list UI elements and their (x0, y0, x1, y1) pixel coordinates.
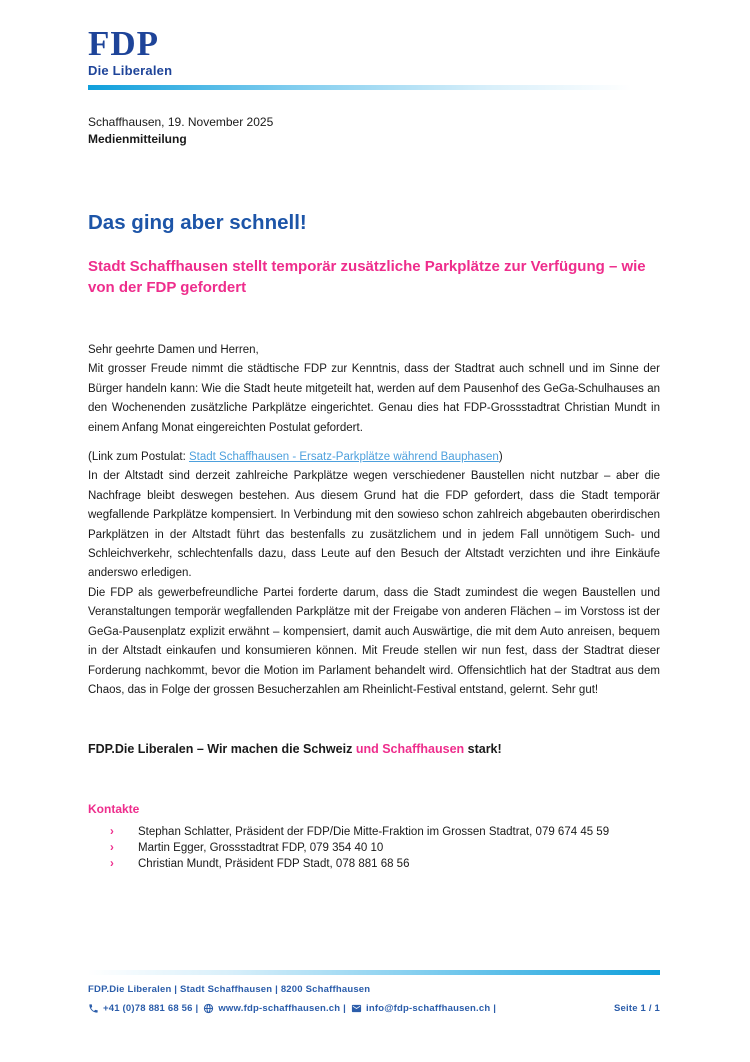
slogan-part1: FDP.Die Liberalen – Wir machen die Schweiz (88, 742, 356, 757)
slogan-highlight: und Schaffhausen (355, 742, 465, 757)
contact-item (88, 841, 660, 857)
logo-subtitle: Die Liberalen (88, 63, 173, 78)
header-gradient-bar (88, 85, 660, 90)
bullet-icon: › (110, 826, 114, 839)
footer-website[interactable]: www.fdp-schaffhausen.ch | (218, 1003, 346, 1014)
slogan-part2: stark! (464, 742, 502, 757)
slogan (88, 740, 660, 758)
bullet-icon: › (110, 857, 114, 870)
headline: Das ging aber schnell! (88, 211, 307, 234)
paragraph-1: Mit grosser Freude nimmt die städtische FDP zur Kenntnis, dass der Stadtrat auch schnell und im Sinne der Bürger handeln kann: Wie die Stadt heute mitgeteilt hat, werden auf dem Pausenhof des GeGa-Schulhauses an den Wochenenden zusätzliche Parkplätze eingerichtet. Genau dies hat FDP-Grossstadtrat Christian Mundt in einem Anfang Monat eingereichten Postulat gefordert. (88, 363, 660, 434)
paragraph-2: In der Altstadt sind derzeit zahlreiche Parkplätze wegen verschiedener Baustellen nicht nutzbar – aber die Nachfrage bleibt deswegen bestehen. Aus diesem Grund hat die FDP gefordert, dass die Stadt temporär wegfallende Parkplätze kompensiert. In Verbindung mit den sowieso schon zahlreich abgebauten oberirdischen Parkplätzen in der Altstadt führt das bestenfalls zu zusätzlichem und in jedem Fall unnötigem Such- und Schleichverkehr, schlechtenfalls dazu, dass Leute auf den Besuch der Altstadt verzichten und ihre Einkäufe anderswo erledigen. (88, 470, 660, 580)
postulat-link[interactable]: Stadt Schaffhausen - Ersatz-Parkplätze während Bauphasen (188, 451, 499, 464)
paragraph-3: Die FDP als gewerbefreundliche Partei forderte darum, dass die Stadt zumindest die wegen Baustellen und Veranstaltungen temporär wegfallenden Parkplätze mit der Freigabe von anderen Flächen – im Vorstoss ist der GeGa-Pausenplatz explizit erwähnt – kompensiert, damit auch Auswärtige, die mit dem Auto anreisen, bequem in der Altstadt einkaufen und konsumieren können. Mit Freude stellen wir nun fest, dass der Stadtrat dieser Forderung nachkommt, bevor die Motion im Parlament behandelt wird. Offensichtlich hat der Stadtrat aus dem Chaos, das in Folge der grossen Besucherzahlen am Rheinlicht-Festival entstand, gelernt. Sehr gut! (88, 586, 660, 696)
mail-icon (351, 1003, 362, 1014)
logo-title: FDP (88, 24, 160, 63)
footer-gradient-bar (88, 970, 660, 975)
page-number: Seite 1 / 1 (613, 1003, 660, 1014)
link-suffix: ) (498, 451, 503, 464)
footer-address: FDP.Die Liberalen | Stadt Schaffhausen | 8200 Schaffhausen (88, 984, 371, 995)
globe-icon (203, 1003, 214, 1014)
contact-list (88, 825, 660, 872)
link-prefix: (Link zum Postulat: (88, 451, 189, 464)
salutation: Sehr geehrte Damen und Herren, (88, 344, 259, 356)
footer-contact-row (88, 1003, 660, 1014)
contact-text: Christian Mundt, Präsident FDP Stadt, 078 881 68 56 (138, 857, 410, 870)
subheadline: Stadt Schaffhausen stellt temporär zusätzliche Parkplätze zur Verfügung – wie von der FDP gefordert (88, 258, 646, 296)
phone-icon (88, 1003, 99, 1014)
postulat-link-line (88, 448, 660, 467)
date-block (88, 114, 660, 148)
bullet-icon: › (110, 841, 114, 854)
contacts-heading: Kontakte (88, 802, 140, 817)
contact-text: Stephan Schlatter, Präsident der FDP/Die Mitte-Fraktion im Grossen Stadtrat, 079 674 45 59 (138, 826, 610, 839)
contact-item (88, 825, 660, 841)
footer-email[interactable]: info@fdp-schaffhausen.ch | (366, 1003, 497, 1014)
dateline: Schaffhausen, 19. November 2025 (88, 115, 274, 129)
page-footer (88, 970, 660, 1014)
contact-item (88, 857, 660, 873)
fdp-logo (88, 0, 660, 78)
footer-phone: +41 (0)78 881 68 56 | (103, 1003, 199, 1014)
contact-text: Martin Egger, Grossstadtrat FDP, 079 354 40 10 (138, 841, 384, 854)
document-type: Medienmitteilung (88, 132, 187, 146)
